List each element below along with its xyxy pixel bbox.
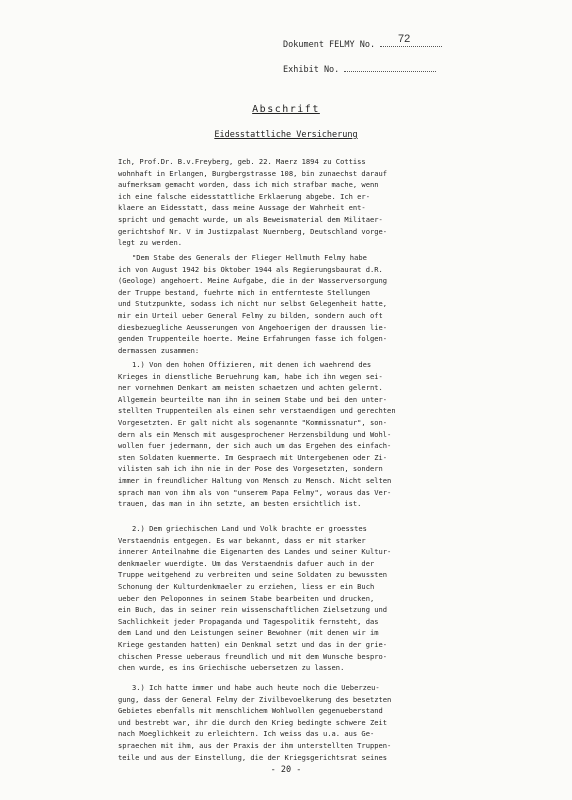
paragraph-line: gung, dass der General Felmy der Zivilbevoelkerung des besetzten [118, 694, 392, 704]
paragraph-line: ein Buch, das in seiner rein wissenschaftlichen Zielsetzung und [118, 605, 388, 615]
paragraph-line: genden Truppenteile hoerte. Meine Erfahrungen fasse ich folgen- [118, 334, 388, 344]
paragraph-line: denkmaeler wuerdigte. Um das Verstaendnis dafuer auch in der [118, 558, 375, 568]
paragraph-line: trauen, das man in ihn setzte, am besten ersichtlich ist. [118, 499, 362, 509]
paragraph-line: vilisten sah ich ihn nie in der Pose des Vorgesetzten, sondern [118, 464, 383, 474]
dokument-number-line [283, 33, 442, 50]
paragraph-line: dermassen zusammen: [118, 345, 200, 355]
paragraph-line: 2.) Dem griechischen Land und Volk brachte er groesstes [132, 524, 367, 533]
paragraph-line: chischen Presse ueberaus freundlich und mit dem Wunsche bespro- [118, 651, 388, 661]
paragraph [118, 523, 438, 674]
paragraph [118, 252, 438, 356]
paragraph-line: stellten Truppenteilen als einen sehr verstaendigen und gerechten [118, 406, 396, 416]
paragraph-line: aufmerksam gemacht worden, dass ich mich strafbar mache, wenn [118, 180, 379, 190]
paragraph-line: klaere an Eidesstatt, dass meine Aussage der Wahrheit ent- [118, 203, 366, 213]
exhibit-number-field [344, 71, 436, 72]
document-title: Abschrift [252, 104, 320, 115]
document-subtitle: Eidesstattliche Versicherung [214, 130, 358, 140]
paragraph [118, 682, 438, 763]
paragraph-line: Schonung der Kulturdenkmaeler zu erziehen, liess er ein Buch [118, 581, 375, 591]
paragraph-line: mir ein Urteil ueber General Felmy zu bilden, sondern auch oft [118, 310, 383, 320]
paragraph-line: diesbezuegliche Aeusserungen von Angehoerigen der draussen lie- [118, 322, 388, 332]
paragraph-line: ueber den Peloponnes in seinem Stabe bearbeiten und drucken, [118, 593, 375, 603]
paragraph-line: spricht und gemacht wurde, um als Beweismaterial dem Militaer- [118, 214, 383, 224]
page-number: - 20 - [270, 765, 302, 775]
paragraph-line: ich eine falsche eidesstattliche Erklaerung abgebe. Ich er- [118, 191, 370, 201]
paragraph-line: nach Moeglichkeit zu erleichtern. Ich weiss das u.a. aus Ge- [118, 729, 375, 739]
paragraph-line: Vorgesetzten. Er galt nicht als sogenannte "Kommissnatur", son- [118, 417, 388, 427]
paragraph-line: Allgemein beurteilte man ihn in seinem Stabe und bei den unter- [118, 394, 388, 404]
dokument-label: Dokument FELMY No. [283, 40, 376, 50]
exhibit-number-line [283, 65, 436, 75]
paragraph-line: sten Soldaten kuemmerte. Im Gespraech mit Untergebenen oder Zi- [118, 452, 388, 462]
paragraph-line: wollen fuer jedermann, der sich auch um das Ergehen des einfach- [118, 441, 392, 451]
paragraph-line: wohnhaft in Erlangen, Burgbergstrasse 108, bin zunaechst darauf [118, 168, 388, 178]
paragraph-line: teile und aus der Einstellung, die der Kriegsgerichtsrat seines [118, 752, 388, 762]
dokument-number-field [380, 46, 442, 47]
paragraph-line: Kriege gestanden hatten) ein Denkmal setzt und das in der grie- [118, 639, 388, 649]
paragraph-line: Verstaendnis entgegen. Es war bekannt, dass er mit starker [118, 535, 366, 545]
dokument-number: 72 [398, 33, 411, 45]
paragraph-line: und bestrebt war, ihr die durch den Krieg bedingte schwere Zeit [118, 717, 388, 727]
paragraph-line: ich von August 1942 bis Oktober 1944 als Regierungsbaurat d.R. [118, 264, 383, 274]
paragraph-line: Sachlichkeit jeder Propaganda und Tagespolitik fernsteht, das [118, 616, 379, 626]
exhibit-label: Exhibit No. [283, 65, 340, 75]
paragraph-line: "Dem Stabe des Generals der Flieger Hellmuth Felmy habe [132, 253, 367, 262]
paragraph-line: innerer Anteilnahme die Eigenarten des Landes und seiner Kultur- [118, 547, 392, 557]
paragraph-line: legt zu werden. [118, 238, 183, 248]
paragraph-line: dern als ein Mensch mit ausgesprochener Herzensbildung und Wohl- [118, 429, 392, 439]
paragraph-line: der Truppe bestand, fuehrte mich in entferntestе Stellungen [118, 287, 370, 297]
paragraph-line: sprach man von ihm als von "unserem Papa Felmy", woraus das Ver- [118, 487, 392, 497]
paragraph-line: chen wurde, es ins Griechische uebersetzen zu lassen. [118, 663, 345, 673]
paragraph-line: und Stutzpunkte, sodass ich nicht nur selbst Gelegenheit hatte, [118, 299, 388, 309]
paragraph-line: Truppe weitgehend zu verbreiten und seine Soldaten zu bewussten [118, 570, 388, 580]
paragraph-line: immer in freundlicher Haltung von Mensch zu Mensch. Nicht selten [118, 475, 392, 485]
paragraph-line: (Geologe) angehoert. Meine Aufgabe, die in der Wasserversorgung [118, 276, 388, 286]
paragraph-line: Krieges in dienstliche Beruehrung kam, habe ich ihn wegen sei- [118, 371, 383, 381]
paragraph-line: Gebietes ebenfalls mit menschlichem Wohlwollen gegenueberstand [118, 706, 383, 716]
paragraph-line: dem Land und den Leistungen seiner Bewohner (mit denen wir im [118, 628, 379, 638]
paragraph-line: spraechen mit ihm, aus der Praxis der ihm unterstellten Truppen- [118, 740, 392, 750]
paragraph-line: gerichtshof Nr. V im Justizpalast Nuernberg, Deutschland vorge- [118, 226, 388, 236]
paragraph-line: 3.) Ich hatte immer und habe auch heute noch die Ueberzeu- [132, 683, 380, 692]
paragraph-line: ner vornehmen Denkart am meisten schaetzen und achten gelernt. [118, 383, 383, 393]
paragraph-line: 1.) Von den hohen Offizieren, mit denen ich waehrend des [132, 360, 372, 369]
paragraph-line: Ich, Prof.Dr. B.v.Freyberg, geb. 22. Maerz 1894 zu Cottiss [118, 157, 366, 166]
paragraph [118, 156, 438, 249]
paragraph [118, 359, 438, 510]
